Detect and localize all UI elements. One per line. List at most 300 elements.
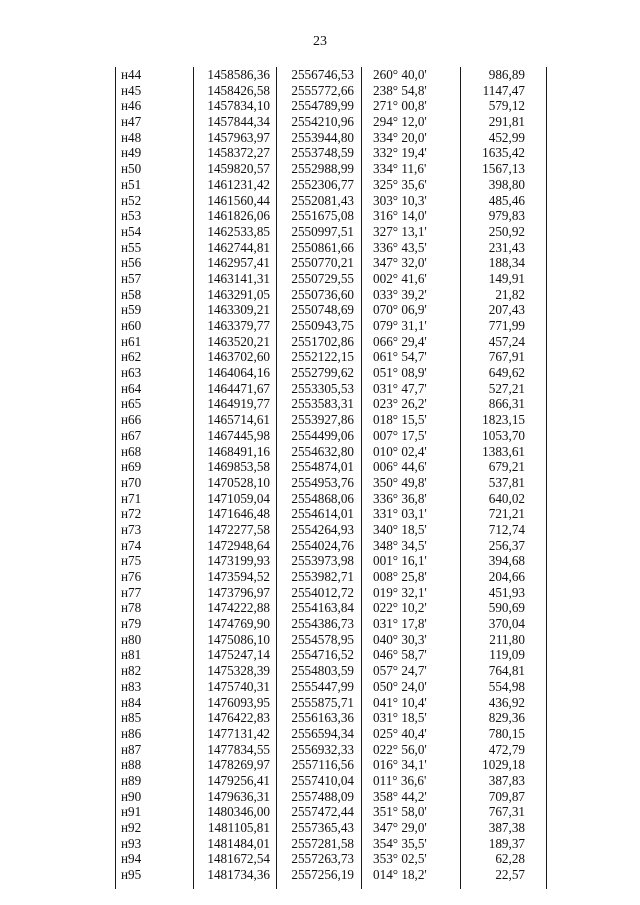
- point-label: н46: [121, 98, 142, 114]
- y-coordinate: 2554953,76: [291, 474, 354, 490]
- point-label: н44: [121, 67, 142, 82]
- table-row: [115, 161, 547, 177]
- table-row: [115, 600, 547, 616]
- point-label: н84: [121, 694, 142, 710]
- direction-angle: 358° 44,2': [373, 788, 427, 804]
- y-coordinate: 2552081,43: [291, 192, 354, 208]
- x-coordinate: 1471059,04: [207, 490, 270, 506]
- table-row: [115, 287, 547, 303]
- distance: 1053,70: [482, 427, 525, 443]
- direction-angle: 354° 35,5': [373, 835, 427, 851]
- direction-angle: 351° 58,0': [373, 804, 427, 820]
- y-coordinate: 2554210,96: [291, 114, 354, 130]
- table-row: [115, 145, 547, 161]
- y-coordinate: 2552988,99: [291, 161, 354, 177]
- table-row: [115, 804, 547, 820]
- table-row: [115, 726, 547, 742]
- distance: 22,57: [495, 867, 525, 883]
- distance: 394,68: [488, 553, 525, 569]
- direction-angle: 340° 18,5': [373, 521, 427, 537]
- y-coordinate: 2554716,52: [291, 647, 354, 663]
- x-coordinate: 1473796,97: [207, 584, 270, 600]
- direction-angle: 238° 54,8': [373, 82, 427, 98]
- y-coordinate: 2557410,04: [291, 772, 354, 788]
- distance: 204,66: [488, 569, 525, 584]
- point-label: н69: [121, 459, 142, 475]
- point-label: н73: [121, 521, 142, 537]
- distance: 398,80: [488, 176, 525, 192]
- point-label: н59: [121, 302, 142, 318]
- x-coordinate: 1470528,10: [207, 474, 270, 490]
- table-row: [115, 224, 547, 240]
- y-coordinate: 2550943,75: [291, 318, 354, 333]
- x-coordinate: 1463309,21: [207, 302, 270, 318]
- point-label: н64: [121, 380, 142, 396]
- x-coordinate: 1461826,06: [207, 208, 270, 224]
- y-coordinate: 2555772,66: [291, 82, 354, 98]
- x-coordinate: 1462957,41: [207, 255, 270, 271]
- distance: 370,04: [488, 616, 525, 632]
- y-coordinate: 2553305,53: [291, 380, 354, 396]
- table-row: [115, 851, 547, 867]
- distance: 387,38: [488, 820, 525, 835]
- direction-angle: 294° 12,0': [373, 114, 427, 130]
- point-label: н91: [121, 804, 142, 820]
- distance: 527,21: [488, 380, 525, 396]
- x-coordinate: 1464919,77: [207, 396, 270, 412]
- direction-angle: 014° 18,2': [373, 867, 427, 883]
- distance: 1029,18: [482, 757, 525, 773]
- direction-angle: 350° 49,8': [373, 474, 427, 490]
- table-row: [115, 491, 547, 507]
- y-coordinate: 2557116,56: [291, 757, 354, 773]
- direction-angle: 325° 35,6': [373, 176, 427, 192]
- y-coordinate: 2554499,06: [291, 427, 354, 443]
- x-coordinate: 1481672,54: [207, 851, 270, 867]
- y-coordinate: 2551702,86: [291, 333, 354, 349]
- point-label: н65: [121, 396, 142, 412]
- x-coordinate: 1481484,01: [207, 835, 270, 851]
- y-coordinate: 2557472,44: [291, 804, 354, 820]
- point-label: н62: [121, 349, 142, 365]
- point-label: н68: [121, 443, 142, 459]
- point-label: н58: [121, 286, 142, 302]
- table-row: [115, 381, 547, 397]
- y-coordinate: 2553748,59: [291, 145, 354, 161]
- x-coordinate: 1475247,14: [207, 647, 270, 663]
- y-coordinate: 2554386,73: [291, 616, 354, 632]
- y-coordinate: 2554024,76: [291, 537, 354, 553]
- direction-angle: 051° 08,9': [373, 365, 427, 381]
- distance: 579,12: [488, 98, 525, 114]
- distance: 979,83: [488, 208, 525, 224]
- y-coordinate: 2557365,43: [291, 820, 354, 835]
- point-label: н93: [121, 835, 142, 851]
- point-label: н47: [121, 114, 142, 130]
- x-coordinate: 1476093,95: [207, 694, 270, 710]
- x-coordinate: 1461231,42: [207, 176, 270, 192]
- table-row: [115, 444, 547, 460]
- x-coordinate: 1473199,93: [207, 553, 270, 569]
- distance: 256,37: [488, 537, 525, 553]
- point-label: н86: [121, 725, 142, 741]
- point-label: н54: [121, 223, 142, 239]
- direction-angle: 010° 02,4': [373, 443, 427, 459]
- table-row: [115, 867, 547, 883]
- y-coordinate: 2555875,71: [291, 694, 354, 710]
- distance: 1383,61: [482, 443, 525, 459]
- distance: 767,91: [488, 349, 525, 365]
- table-row: [115, 553, 547, 569]
- direction-angle: 050° 24,0': [373, 678, 427, 694]
- point-label: н61: [121, 333, 142, 349]
- y-coordinate: 2557281,58: [291, 835, 354, 851]
- distance: 986,89: [488, 67, 525, 82]
- table-row: [115, 318, 547, 334]
- x-coordinate: 1479636,31: [207, 788, 270, 804]
- y-coordinate: 2557256,19: [291, 867, 354, 883]
- y-coordinate: 2555447,99: [291, 678, 354, 694]
- direction-angle: 348° 34,5': [373, 537, 427, 553]
- direction-angle: 006° 44,6': [373, 459, 427, 475]
- x-coordinate: 1472277,58: [207, 521, 270, 537]
- table-row: [115, 710, 547, 726]
- y-coordinate: 2550861,66: [291, 239, 354, 255]
- y-coordinate: 2556163,36: [291, 710, 354, 726]
- distance: 472,79: [488, 741, 525, 757]
- direction-angle: 022° 10,2': [373, 600, 427, 616]
- direction-angle: 070° 06,9': [373, 302, 427, 318]
- point-label: н82: [121, 663, 142, 679]
- y-coordinate: 2556746,53: [291, 67, 354, 82]
- y-coordinate: 2557263,73: [291, 851, 354, 867]
- direction-angle: 011° 36,6': [373, 772, 427, 788]
- x-coordinate: 1472948,64: [207, 537, 270, 553]
- distance: 1147,47: [482, 82, 525, 98]
- table-row: [115, 475, 547, 491]
- table-row: [115, 83, 547, 99]
- point-label: н72: [121, 506, 142, 522]
- point-label: н60: [121, 318, 142, 333]
- direction-angle: 040° 30,3': [373, 631, 427, 647]
- y-coordinate: 2556594,34: [291, 725, 354, 741]
- point-label: н48: [121, 129, 142, 145]
- x-coordinate: 1479256,41: [207, 772, 270, 788]
- y-coordinate: 2550748,69: [291, 302, 354, 318]
- y-coordinate: 2553927,86: [291, 412, 354, 428]
- distance: 231,43: [488, 239, 525, 255]
- point-label: н80: [121, 631, 142, 647]
- point-label: н81: [121, 647, 142, 663]
- distance: 452,99: [488, 129, 525, 145]
- distance: 780,15: [488, 725, 525, 741]
- distance: 189,37: [488, 835, 525, 851]
- direction-angle: 316° 14,0': [373, 208, 427, 224]
- direction-angle: 271° 00,8': [373, 98, 427, 114]
- x-coordinate: 1475328,39: [207, 663, 270, 679]
- point-label: н94: [121, 851, 142, 867]
- table-row: [115, 679, 547, 695]
- x-coordinate: 1463291,05: [207, 286, 270, 302]
- distance: 485,46: [488, 192, 525, 208]
- table-row: [115, 240, 547, 256]
- page-number: 23: [313, 34, 327, 49]
- table-row: [115, 412, 547, 428]
- point-label: н87: [121, 741, 142, 757]
- table-row: [115, 585, 547, 601]
- distance: 436,92: [488, 694, 525, 710]
- point-label: н53: [121, 208, 142, 224]
- table-row: [115, 820, 547, 836]
- point-label: н52: [121, 192, 142, 208]
- direction-angle: 022° 56,0': [373, 741, 427, 757]
- distance: 451,93: [488, 584, 525, 600]
- point-label: н67: [121, 427, 142, 443]
- table-row: [115, 396, 547, 412]
- x-coordinate: 1477131,42: [207, 725, 270, 741]
- y-coordinate: 2552799,62: [291, 365, 354, 381]
- table-row: [115, 334, 547, 350]
- direction-angle: 260° 40,0': [373, 67, 427, 82]
- direction-angle: 023° 26,2': [373, 396, 427, 412]
- y-coordinate: 2553583,31: [291, 396, 354, 412]
- table-row: [115, 506, 547, 522]
- y-coordinate: 2550736,60: [291, 286, 354, 302]
- direction-angle: 008° 25,8': [373, 569, 427, 584]
- y-coordinate: 2554264,93: [291, 521, 354, 537]
- point-label: н50: [121, 161, 142, 177]
- point-label: н51: [121, 176, 142, 192]
- point-label: н66: [121, 412, 142, 428]
- point-label: н49: [121, 145, 142, 161]
- table-row: [115, 208, 547, 224]
- distance: 1635,42: [482, 145, 525, 161]
- table-body: [115, 67, 547, 883]
- x-coordinate: 1457834,10: [207, 98, 270, 114]
- table-row: [115, 789, 547, 805]
- distance: 1567,13: [482, 161, 525, 177]
- table-row: [115, 695, 547, 711]
- direction-angle: 334° 11,6': [373, 161, 427, 177]
- x-coordinate: 1463141,31: [207, 270, 270, 286]
- direction-angle: 007° 17,5': [373, 427, 427, 443]
- y-coordinate: 2556932,33: [291, 741, 354, 757]
- point-label: н78: [121, 600, 142, 616]
- x-coordinate: 1464471,67: [207, 380, 270, 396]
- direction-angle: 001° 16,1': [373, 553, 427, 569]
- table-row: [115, 365, 547, 381]
- y-coordinate: 2554578,95: [291, 631, 354, 647]
- table-row: [115, 647, 547, 663]
- distance: 537,81: [488, 474, 525, 490]
- x-coordinate: 1474769,90: [207, 616, 270, 632]
- table-row: [115, 177, 547, 193]
- direction-angle: 347° 29,0': [373, 820, 427, 835]
- direction-angle: 079° 31,1': [373, 318, 427, 333]
- distance: 119,09: [489, 647, 525, 663]
- direction-angle: 031° 47,7': [373, 380, 427, 396]
- point-label: н77: [121, 584, 142, 600]
- distance: 649,62: [488, 365, 525, 381]
- point-label: н85: [121, 710, 142, 726]
- point-label: н79: [121, 616, 142, 632]
- y-coordinate: 2553973,98: [291, 553, 354, 569]
- direction-angle: 327° 13,1': [373, 223, 427, 239]
- y-coordinate: 2553982,71: [291, 569, 354, 584]
- point-label: н57: [121, 270, 142, 286]
- direction-angle: 303° 10,3': [373, 192, 427, 208]
- distance: 709,87: [488, 788, 525, 804]
- direction-angle: 019° 32,1': [373, 584, 427, 600]
- point-label: н92: [121, 820, 142, 835]
- x-coordinate: 1481105,81: [207, 820, 270, 835]
- point-label: н88: [121, 757, 142, 773]
- direction-angle: 018° 15,5': [373, 412, 427, 428]
- distance: 767,31: [488, 804, 525, 820]
- table-row: [115, 67, 547, 83]
- y-coordinate: 2557488,09: [291, 788, 354, 804]
- direction-angle: 347° 32,0': [373, 255, 427, 271]
- table-row: [115, 663, 547, 679]
- table-row: [115, 773, 547, 789]
- table-row: [115, 271, 547, 287]
- distance: 679,21: [488, 459, 525, 475]
- distance: 764,81: [488, 663, 525, 679]
- direction-angle: 353° 02,5': [373, 851, 427, 867]
- x-coordinate: 1476422,83: [207, 710, 270, 726]
- point-label: н75: [121, 553, 142, 569]
- y-coordinate: 2554874,01: [291, 459, 354, 475]
- y-coordinate: 2550729,55: [291, 270, 354, 286]
- table-row: [115, 349, 547, 365]
- point-label: н74: [121, 537, 142, 553]
- point-label: н45: [121, 82, 142, 98]
- x-coordinate: 1463379,77: [207, 318, 270, 333]
- y-coordinate: 2554803,59: [291, 663, 354, 679]
- table-row: [115, 569, 547, 585]
- table-row: [115, 302, 547, 318]
- direction-angle: 031° 17,8': [373, 616, 427, 632]
- y-coordinate: 2552306,77: [291, 176, 354, 192]
- direction-angle: 061° 54,7': [373, 349, 427, 365]
- x-coordinate: 1474222,88: [207, 600, 270, 616]
- x-coordinate: 1457963,97: [207, 129, 270, 145]
- y-coordinate: 2552122,15: [291, 349, 354, 365]
- point-label: н90: [121, 788, 142, 804]
- table-row: [115, 757, 547, 773]
- direction-angle: 033° 39,2': [373, 286, 427, 302]
- point-label: н55: [121, 239, 142, 255]
- x-coordinate: 1459820,57: [207, 161, 270, 177]
- point-label: н70: [121, 474, 142, 490]
- y-coordinate: 2554163,84: [291, 600, 354, 616]
- distance: 21,82: [495, 286, 525, 302]
- x-coordinate: 1458586,36: [207, 67, 270, 82]
- table-row: [115, 836, 547, 852]
- point-label: н89: [121, 772, 142, 788]
- distance: 721,21: [488, 506, 525, 522]
- direction-angle: 002° 41,6': [373, 270, 427, 286]
- distance: 771,99: [488, 318, 525, 333]
- direction-angle: 332° 19,4': [373, 145, 427, 161]
- table-row: [115, 742, 547, 758]
- distance: 188,34: [488, 255, 525, 271]
- x-coordinate: 1458426,58: [207, 82, 270, 98]
- x-coordinate: 1469853,58: [207, 459, 270, 475]
- x-coordinate: 1475086,10: [207, 631, 270, 647]
- distance: 712,74: [488, 521, 525, 537]
- point-label: н95: [121, 867, 142, 883]
- table-row: [115, 255, 547, 271]
- distance: 1823,15: [482, 412, 525, 428]
- table-row: [115, 522, 547, 538]
- table-row: [115, 130, 547, 146]
- x-coordinate: 1457844,34: [207, 114, 270, 130]
- direction-angle: 025° 40,4': [373, 725, 427, 741]
- distance: 829,36: [488, 710, 525, 726]
- direction-angle: 066° 29,4': [373, 333, 427, 349]
- distance: 207,43: [488, 302, 525, 318]
- direction-angle: 016° 34,1': [373, 757, 427, 773]
- x-coordinate: 1465714,61: [207, 412, 270, 428]
- x-coordinate: 1463520,21: [207, 333, 270, 349]
- table-row: [115, 616, 547, 632]
- y-coordinate: 2550770,21: [291, 255, 354, 271]
- table-row: [115, 428, 547, 444]
- point-label: н71: [121, 490, 142, 506]
- x-coordinate: 1458372,27: [207, 145, 270, 161]
- x-coordinate: 1467445,98: [207, 427, 270, 443]
- table-row: [115, 98, 547, 114]
- direction-angle: 041° 10,4': [373, 694, 427, 710]
- point-label: н76: [121, 569, 142, 584]
- distance: 291,81: [488, 114, 525, 130]
- y-coordinate: 2554012,72: [291, 584, 354, 600]
- x-coordinate: 1461560,44: [207, 192, 270, 208]
- x-coordinate: 1477834,55: [207, 741, 270, 757]
- x-coordinate: 1464064,16: [207, 365, 270, 381]
- distance: 211,80: [489, 631, 525, 647]
- table-row: [115, 538, 547, 554]
- direction-angle: 336° 43,5': [373, 239, 427, 255]
- y-coordinate: 2551675,08: [291, 208, 354, 224]
- direction-angle: 336° 36,8': [373, 490, 427, 506]
- table-row: [115, 114, 547, 130]
- x-coordinate: 1481734,36: [207, 867, 270, 883]
- distance: 640,02: [488, 490, 525, 506]
- distance: 590,69: [488, 600, 525, 616]
- y-coordinate: 2554614,01: [291, 506, 354, 522]
- distance: 866,31: [488, 396, 525, 412]
- point-label: н63: [121, 365, 142, 381]
- direction-angle: 331° 03,1': [373, 506, 427, 522]
- y-coordinate: 2554868,06: [291, 490, 354, 506]
- distance: 554,98: [488, 678, 525, 694]
- distance: 250,92: [488, 223, 525, 239]
- point-label: н83: [121, 678, 142, 694]
- x-coordinate: 1462533,85: [207, 223, 270, 239]
- x-coordinate: 1478269,97: [207, 757, 270, 773]
- x-coordinate: 1471646,48: [207, 506, 270, 522]
- x-coordinate: 1475740,31: [207, 678, 270, 694]
- x-coordinate: 1468491,16: [207, 443, 270, 459]
- point-label: н56: [121, 255, 142, 271]
- direction-angle: 031° 18,5': [373, 710, 427, 726]
- direction-angle: 046° 58,7': [373, 647, 427, 663]
- table-row: [115, 193, 547, 209]
- table-row: [115, 459, 547, 475]
- coordinates-table: [115, 67, 547, 883]
